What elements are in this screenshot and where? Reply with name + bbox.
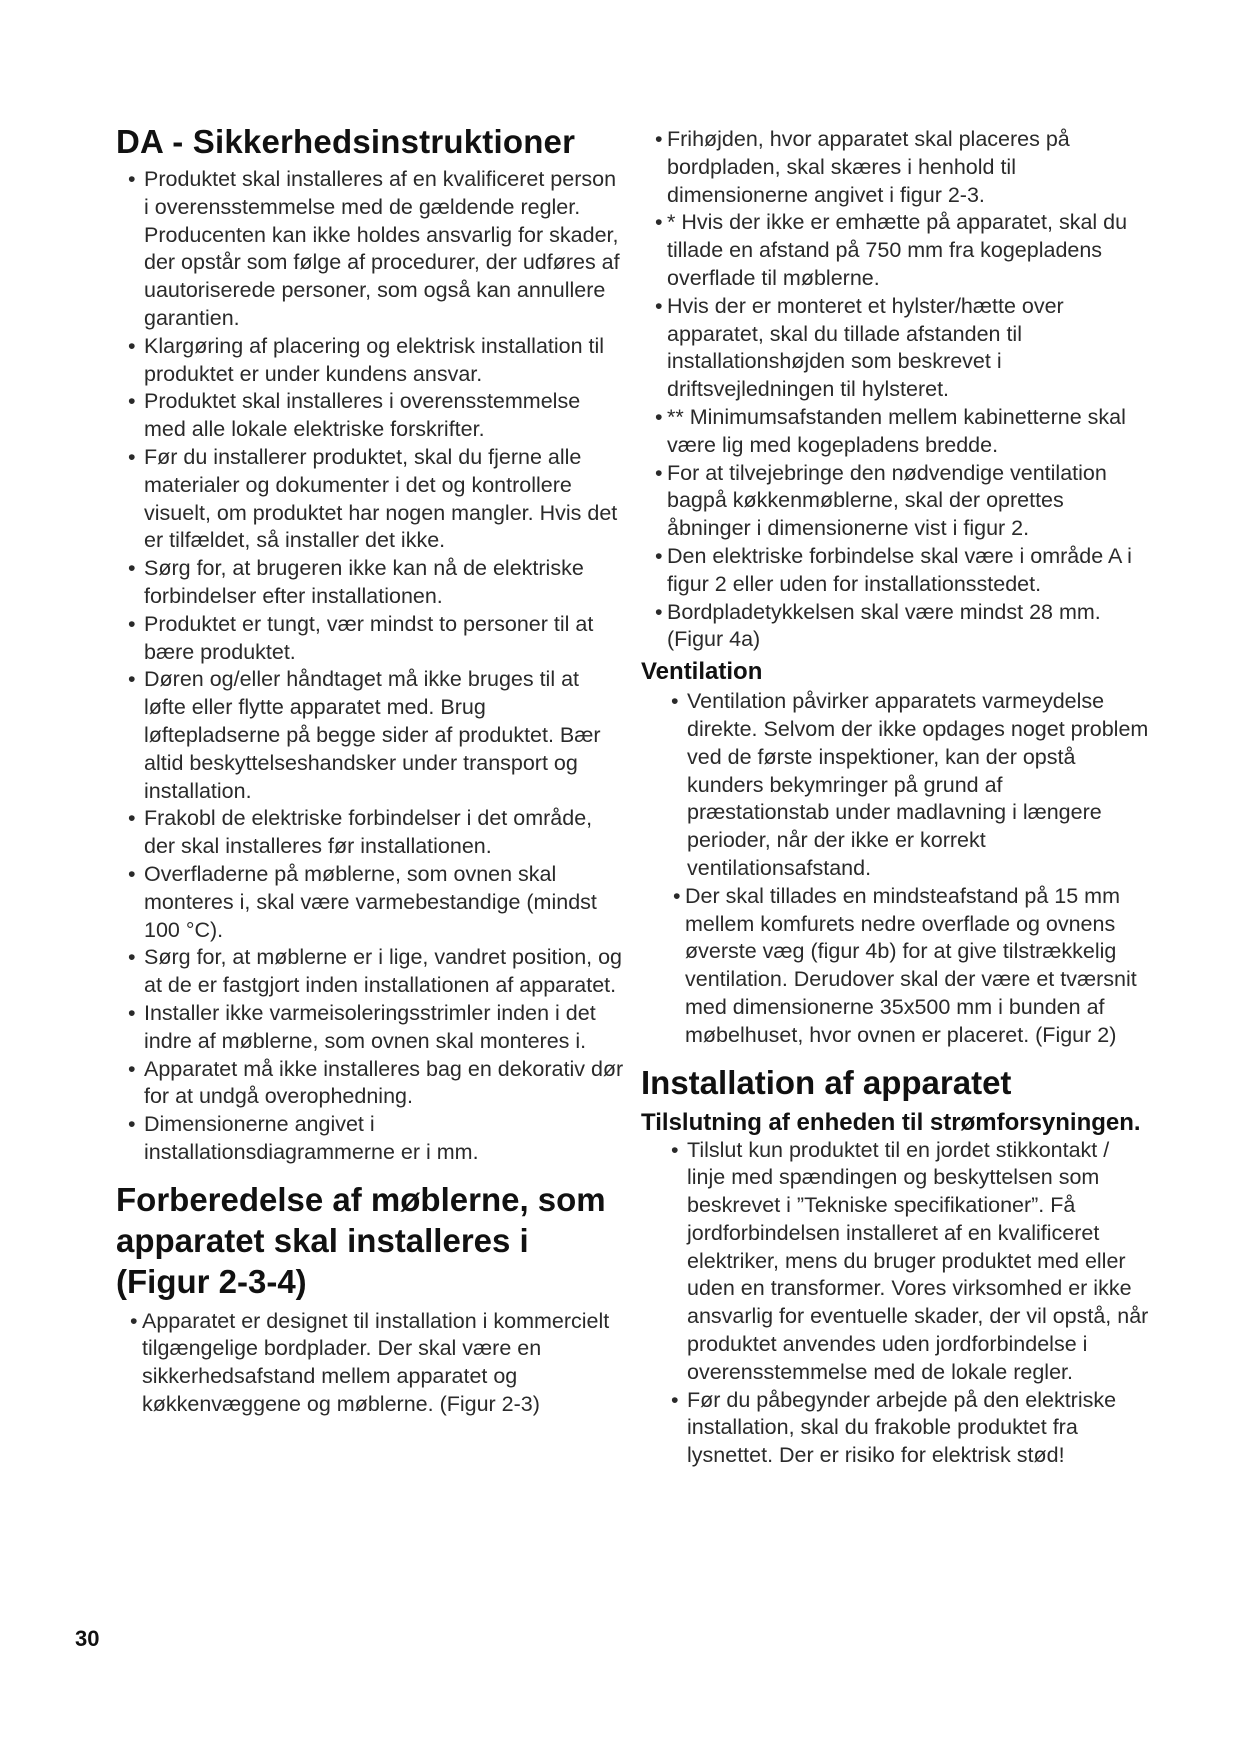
section-heading-installation: Installation af apparatet [641,1063,1012,1101]
preparation-item: • Bordpladetykkelsen skal være mindst 28 mm. (Figur 4a) [655,599,1101,652]
page-title: DA - Sikkerhedsinstruktioner [116,123,576,160]
preparation-item: • ** Minimumsafstanden mellem kabinetterne skal være lig med kogepladens bredde. [655,404,1126,457]
safety-item: • Frakobl de elektriske forbindelser i det område, der skal installeres før installationen. [116,805,624,861]
ventilation-item: • Ventilation påvirker apparatets varmeydelse direkte. Selvom der ikke opdages noget problem ved de første inspektioner, kan der opstå kunders bekymringer på grund af præstationstab under madlavning i længere perioder, når der ikke er korrekt ventilationsafstand. [659,688,1149,883]
preparation-list [116,1308,624,1419]
safety-item: • Sørg for, at brugeren ikke kan nå de elektriske forbindelser efter installationen. [116,555,624,611]
left-column [116,122,624,1419]
safety-item: • Døren og/eller håndtaget må ikke bruges til at løfte eller flytte apparatet med. Brug løftepladserne på begge sider af produktet. Bær altid beskyttelseshandsker under transport og installation. [116,666,624,805]
ventilation-item: • Der skal tillades en mindsteafstand på 15 mm mellem komfurets nedre overflade og ovnens øverste væg (figur 4b) for at give tilstrækkelig ventilation. Derudover skal der være et tværsnit med dimensionerne 35x500 mm i bunden af møbelhuset, hvor ovnen er placeret. (Figur 2) [673,883,1137,1047]
preparation-list-continued [641,126,1149,654]
safety-item: • Dimensionerne angivet i installationsdiagrammerne er i mm. [116,1111,624,1167]
preparation-item: • Frihøjden, hvor apparatet skal placeres på bordpladen, skal skæres i henhold til dimensionerne angivet i figur 2-3. [655,127,1070,207]
safety-item: • Produktet skal installeres af en kvalificeret person i overensstemmelse med de gældende regler. Producenten kan ikke holdes ansvarlig for skader, der opstår som følge af procedurer, der udføres af uautoriserede personer, som også kan annullere garantien. [116,166,624,333]
page-number: 30 [75,1626,100,1651]
safety-item: • Før du installerer produktet, skal du fjerne alle materialer og dokumenter i det og kontrollere visuelt, om produktet har nogen mangler. Hvis det er tilfældet, så installer det ikke. [116,444,624,555]
section-heading-ventilation: Ventilation [641,658,763,686]
installation-item: • Tilslut kun produktet til en jordet stikkontakt / linje med spændingen og beskyttelsen som beskrevet i ”Tekniske specifikationer”. Få jordforbindelsen installeret af en kvalificeret elektriker, mens du bruger produktet med eller uden en transformer. Vores virksomhed er ikke ansvarlig for eventuelle skader, der vil opstå, når produktet anvendes uden jordforbindelse i overensstemmelse med de lokale regler. [659,1137,1149,1387]
ventilation-list-2 [659,883,1149,1050]
ventilation-list [659,688,1149,883]
safety-item: • Overfladerne på møblerne, som ovnen skal monteres i, skal være varmebestandige (mindst 100 °C). [116,861,624,944]
safety-item: • Produktet skal installeres i overensstemmelse med alle lokale elektriske forskrifter. [116,388,624,444]
preparation-item: • * Hvis der ikke er emhætte på apparatet, skal du tillade en afstand på 750 mm fra kogepladens overflade til møblerne. [655,210,1128,290]
installation-list [659,1137,1149,1471]
safety-item: • Klargøring af placering og elektrisk installation til produktet er under kundens ansvar. [116,333,624,389]
section-heading-preparation: Forberedelse af møblerne, som apparatet skal installeres i (Figur 2-3-4) [116,1180,606,1300]
safety-item: • Apparatet må ikke installeres bag en dekorativ dør for at undgå overophedning. [116,1056,624,1112]
right-column [641,126,1149,1470]
preparation-item: • Apparatet er designet til installation i kommercielt tilgængelige bordplader. Der skal være en sikkerhedsafstand mellem apparatet og køkkenvæggene og møblerne. (Figur 2-3) [130,1308,610,1417]
preparation-item: • For at tilvejebringe den nødvendige ventilation bagpå køkkenmøblerne, skal der oprettes åbninger i dimensionerne vist i figur 2. [655,460,1107,541]
preparation-item: • Hvis der er monteret et hylster/hætte over apparatet, skal du tillade afstanden til installationshøjden som beskrevet i driftsvejledningen til hylsteret. [655,293,1064,402]
safety-item: • Installer ikke varmeisoleringsstrimler inden i det indre af møblerne, som ovnen skal monteres i. [116,1000,624,1056]
safety-item: • Sørg for, at møblerne er i lige, vandret position, og at de er fastgjort inden installationen af apparatet. [116,944,624,1000]
safety-item: • Produktet er tungt, vær mindst to personer til at bære produktet. [116,611,624,667]
preparation-item: • Den elektriske forbindelse skal være i område A i figur 2 eller uden for installationsstedet. [655,543,1132,596]
installation-item: • Før du påbegynder arbejde på den elektriske installation, skal du frakoble produktet fra lysnettet. Der er risiko for elektrisk stød! [659,1387,1149,1470]
safety-list [116,166,624,1167]
subheading-power-supply: Tilslutning af enheden til strømforsyningen. [641,1108,1141,1136]
